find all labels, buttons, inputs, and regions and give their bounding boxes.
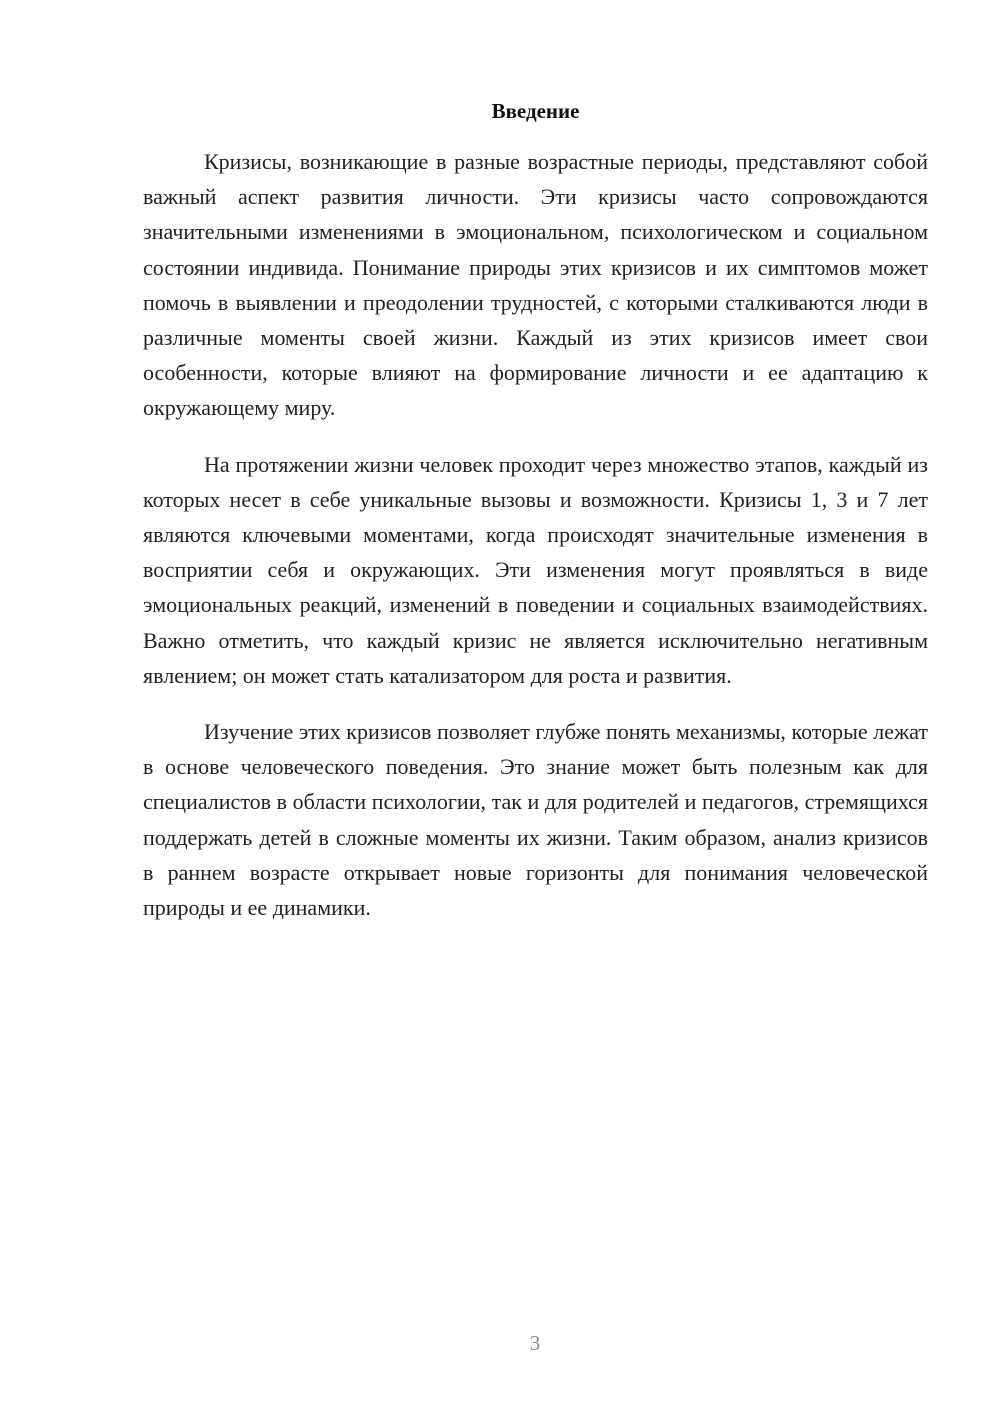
section-title: Введение [491, 99, 580, 123]
page-number: 3 [529, 1331, 541, 1355]
paragraph-1: Кризисы, возникающие в разные возрастные периоды, представляют собой важный аспект развития личности. Эти кризисы часто сопровождаются значительными изменениями в эмоциональном, психологическом и социальном состоянии индивида. Понимание природы этих кризисов и их симптомов может помочь в выявлении и преодолении трудностей, с которыми сталкиваются люди в различные моменты своей жизни. Каждый из этих кризисов имеет свои особенности, которые влияют на формирование личности и ее адаптацию к окружающему миру. [143, 149, 928, 421]
paragraph-3: Изучение этих кризисов позволяет глубже понять механизмы, которые лежат в основе человеческого поведения. Это знание может быть полезным как для специалистов в области психологии, так и для родителей и педагогов, стремящихся поддержать детей в сложные моменты их жизни. Таким образом, анализ кризисов в раннем возрасте открывает новые горизонты для понимания человеческой природы и ее динамики. [143, 719, 928, 921]
page-body [143, 98, 928, 925]
paragraph-2: На протяжении жизни человек проходит через множество этапов, каждый из которых несет в себе уникальные вызовы и возможности. Кризисы 1, 3 и 7 лет являются ключевыми моментами, когда происходят значительные изменения в восприятии себя и окружающих. Эти изменения могут проявляться в виде эмоциональных реакций, изменений в поведении и социальных взаимодействиях. Важно отметить, что каждый кризис не является исключительно негативным явлением; он может стать катализатором для роста и развития. [143, 451, 928, 688]
